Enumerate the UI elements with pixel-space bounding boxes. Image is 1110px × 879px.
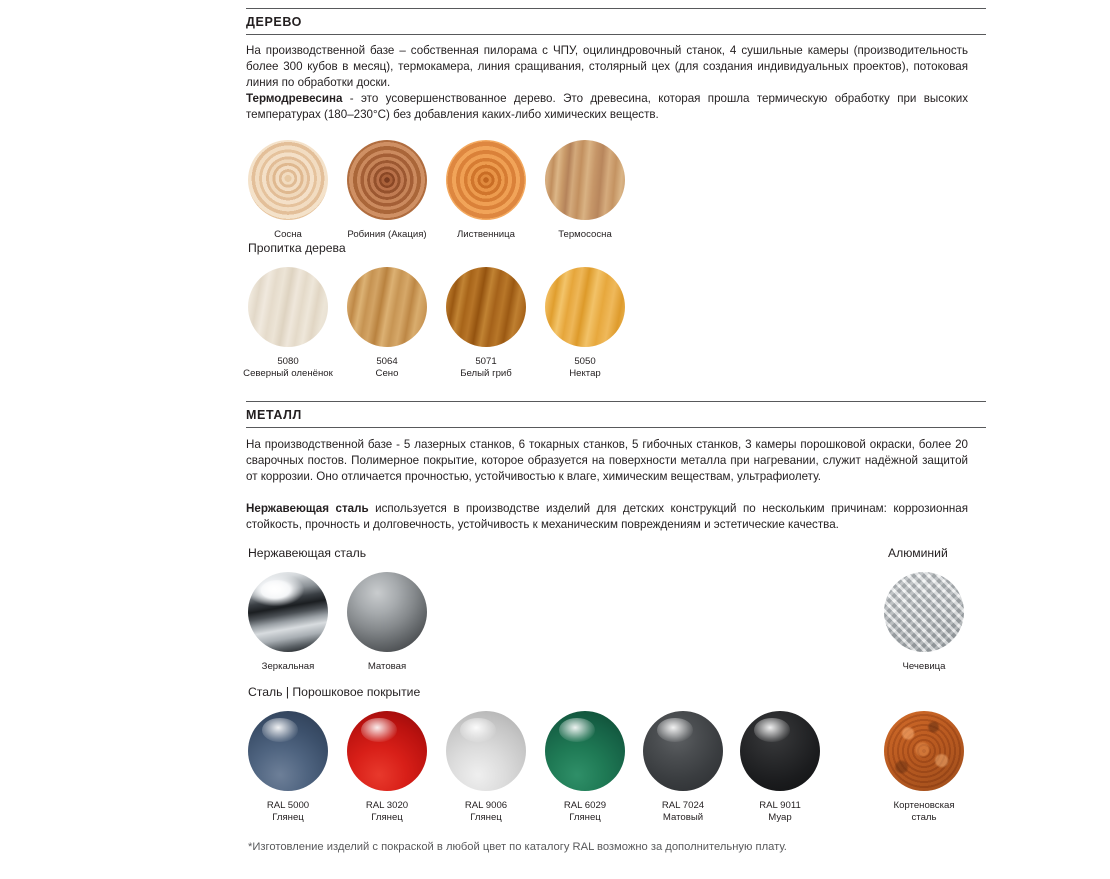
wood-swatch-larch-image	[446, 140, 526, 220]
wood-swatch-robinia[interactable]	[347, 140, 427, 241]
stain-swatch-5064[interactable]	[347, 267, 427, 379]
powder-swatch-ral-7024-code: RAL 7024	[661, 800, 705, 811]
powder-swatch-ral-6029-image	[545, 711, 625, 791]
powder-swatch-ral-7024-image	[643, 711, 723, 791]
wood-paragraph-2-keyword: Термодревесина	[246, 92, 343, 105]
powder-swatch-ral-9006[interactable]	[446, 711, 526, 823]
powder-swatch-ral-5000-finish: Глянец	[272, 811, 304, 823]
powder-swatch-ral-3020-image	[347, 711, 427, 791]
wood-paragraph-1: На производственной базе – собственная пилорама с ЧПУ, оцилиндровочный станок, 4 сушильные камеры (производительность более 300 кубов в месяц), термокамера, линия сращивания, столярный цех (для создания индивидуальных проектов), потоковая линия по обработки доски.	[246, 44, 968, 90]
divider-bottom-metal	[246, 427, 986, 428]
powder-swatch-ral-7024-finish: Матовый	[662, 811, 704, 823]
corten-steel-swatch[interactable]	[884, 711, 964, 823]
wood-swatch-robinia-image	[347, 140, 427, 220]
powder-swatch-ral-9011[interactable]	[740, 711, 820, 823]
metal-paragraph-2-keyword: Нержавеющая сталь	[246, 502, 369, 515]
stain-swatch-5050-code: 5050	[574, 356, 596, 367]
powder-swatch-ral-3020-finish: Глянец	[371, 811, 403, 823]
powder-swatch-ral-3020[interactable]	[347, 711, 427, 823]
powder-swatch-ral-6029[interactable]	[545, 711, 625, 823]
stainless-swatch-mirror-label: Зеркальная	[261, 661, 315, 672]
section-title-wood: ДЕРЕВО	[246, 15, 302, 29]
stainless-heading: Нержавеющая сталь	[248, 546, 367, 560]
metal-paragraph-1: На производственной базе - 5 лазерных станков, 6 токарных станков, 5 гибочных станков, 3 камеры порошковой окраски, более 20 сварочных постов. Полимерное покрытие, которое образуется на поверхности металла при нагревании, служит надёжной защитой от коррозии. Оно отличается прочностью, устойчивостью к влаге, химическим веществам, ультрафиолету.	[246, 438, 968, 484]
powder-swatch-ral-9011-code: RAL 9011	[759, 800, 801, 811]
stain-swatch-5064-name: Сено	[375, 367, 399, 379]
stainless-swatch-mirror[interactable]	[248, 572, 328, 673]
metal-paragraph-2-text: используется в производстве изделий для детских конструкций по нескольким причинам: коррозионная стойкость, прочность и долговечность, устойчивость к механическим повреждениям и эстетические качества.	[246, 502, 968, 532]
powder-swatch-ral-9006-finish: Глянец	[470, 811, 502, 823]
powder-swatch-ral-5000-image	[248, 711, 328, 791]
powder-coat-heading: Сталь | Порошковое покрытие	[248, 685, 421, 699]
corten-steel-swatch-label-line2: сталь	[911, 811, 937, 823]
corten-steel-swatch-image	[884, 711, 964, 791]
section-header-metal	[246, 401, 986, 428]
wood-paragraph-2	[246, 91, 968, 123]
ral-footnote: *Изготовление изделий с покраской в любой цвет по каталогу RAL возможно за дополнительную плату.	[248, 841, 787, 853]
stain-swatch-5071-image	[446, 267, 526, 347]
stain-swatch-5080-code: 5080	[277, 356, 299, 367]
powder-swatch-ral-6029-finish: Глянец	[569, 811, 601, 823]
powder-swatch-ral-9006-image	[446, 711, 526, 791]
stain-swatch-5080-name: Северный оленёнок	[243, 367, 333, 379]
powder-swatch-ral-6029-code: RAL 6029	[563, 800, 607, 811]
stainless-swatch-matte-label: Матовая	[367, 661, 407, 672]
aluminium-swatch-lentil[interactable]	[884, 572, 964, 673]
stainless-swatch-matte-image	[347, 572, 427, 652]
stain-swatch-5080[interactable]	[243, 267, 333, 379]
stain-swatch-5050-name: Нектар	[569, 367, 601, 379]
stainless-swatch-matte[interactable]	[347, 572, 427, 673]
stain-swatch-5050[interactable]	[545, 267, 625, 379]
section-title-metal: МЕТАЛЛ	[246, 408, 302, 422]
wood-swatch-robinia-label: Робиния (Акация)	[347, 229, 427, 240]
wood-swatch-pine-image	[248, 140, 328, 220]
wood-swatch-larch-label: Лиственница	[457, 229, 515, 240]
wood-swatch-larch[interactable]	[446, 140, 526, 241]
wood-stain-heading: Пропитка дерева	[248, 241, 346, 255]
wood-swatch-pine-label: Сосна	[274, 229, 302, 240]
stain-swatch-5064-image	[347, 267, 427, 347]
wood-swatch-thermopine-image	[545, 140, 625, 220]
stain-swatch-5071-code: 5071	[475, 356, 497, 367]
powder-swatch-ral-7024[interactable]	[643, 711, 723, 823]
stain-swatch-5071[interactable]	[446, 267, 526, 379]
aluminium-heading: Алюминий	[888, 546, 948, 560]
stain-swatch-5071-name: Белый гриб	[460, 367, 512, 379]
stain-swatch-5050-image	[545, 267, 625, 347]
divider-bottom	[246, 34, 986, 35]
aluminium-swatch-lentil-image	[884, 572, 964, 652]
wood-swatch-pine[interactable]	[248, 140, 328, 241]
powder-swatch-ral-5000-code: RAL 5000	[266, 800, 310, 811]
wood-paragraph-2-text: - это усовершенствованное дерево. Это древесина, которая прошла термическую обработку при высоких температурах (180–230°С) без добавления каких-либо химических веществ.	[246, 92, 968, 122]
metal-paragraph-2	[246, 501, 968, 533]
powder-swatch-ral-9011-image	[740, 711, 820, 791]
powder-swatch-ral-9011-finish: Муар	[768, 811, 792, 823]
section-header-wood	[246, 8, 986, 35]
stainless-swatch-mirror-image	[248, 572, 328, 652]
powder-swatch-ral-5000[interactable]	[248, 711, 328, 823]
stain-swatch-5064-code: 5064	[376, 356, 398, 367]
stain-swatch-5080-image	[248, 267, 328, 347]
aluminium-swatch-lentil-label: Чечевица	[902, 661, 946, 672]
powder-swatch-ral-9006-code: RAL 9006	[464, 800, 508, 811]
wood-swatch-thermopine-label: Термососна	[558, 229, 612, 240]
corten-steel-swatch-label-line1: Кортеновская	[893, 800, 955, 811]
wood-swatch-thermopine[interactable]	[545, 140, 625, 241]
powder-swatch-ral-3020-code: RAL 3020	[365, 800, 409, 811]
